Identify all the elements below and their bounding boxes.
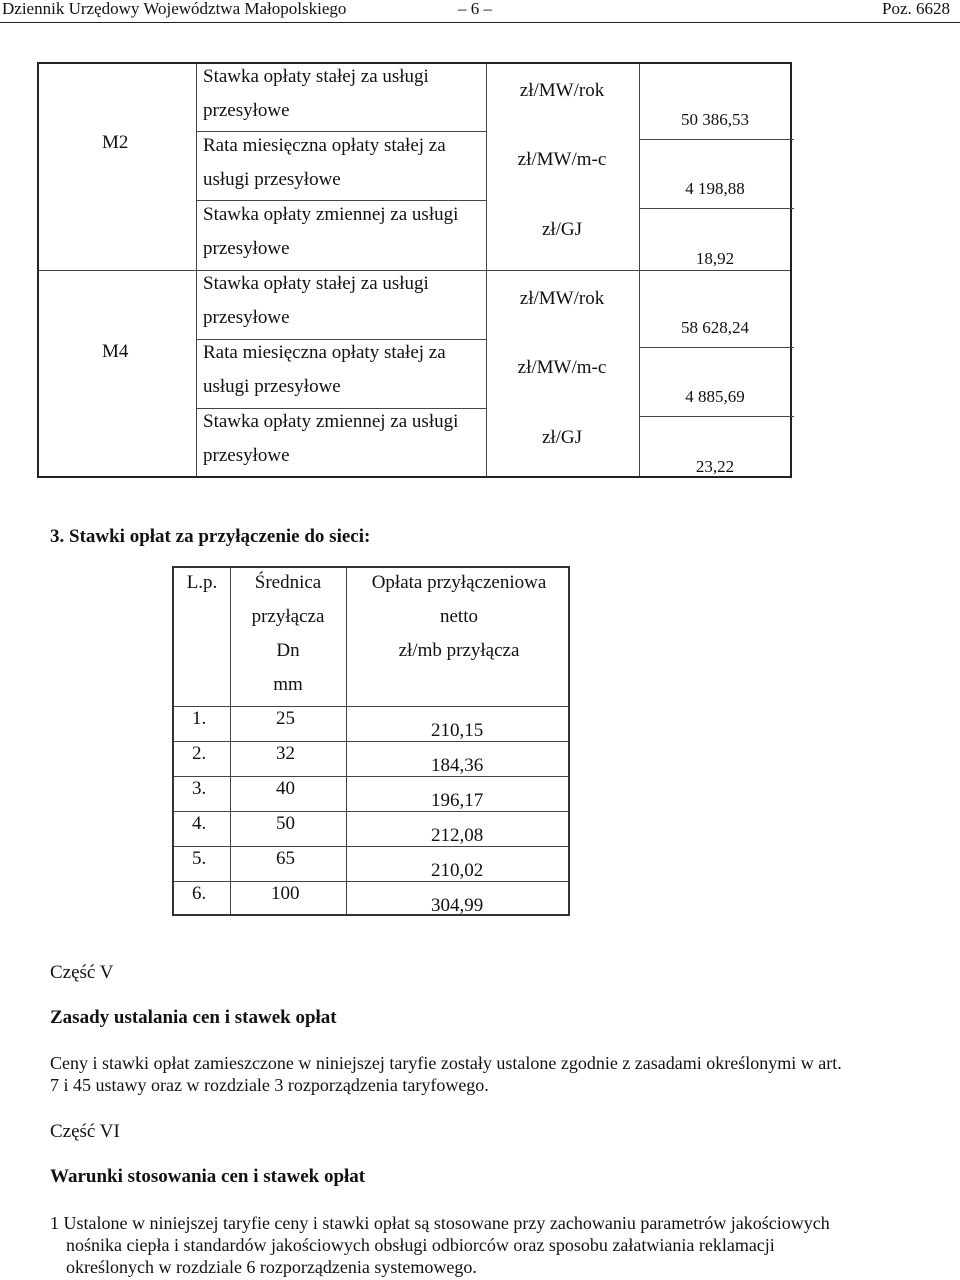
row-fee: 196,17	[431, 790, 484, 811]
rate-value: 23,22	[695, 457, 735, 476]
row-diameter: 50	[276, 813, 295, 834]
row-divider	[174, 741, 568, 742]
connection-fees-table	[172, 566, 570, 916]
rate-value: 58 628,24	[681, 318, 749, 337]
row-number: 2.	[192, 743, 207, 764]
row-divider	[639, 139, 794, 140]
row-divider	[639, 347, 794, 348]
row-number: 6.	[192, 883, 207, 904]
rate-value: 50 386,53	[681, 110, 749, 129]
row-diameter: 32	[276, 743, 295, 764]
rate-description: Stawka opłaty zmiennej za usługi przesyłowe	[203, 411, 459, 466]
rate-value: 18,92	[695, 249, 735, 268]
row-fee: 210,15	[431, 720, 484, 741]
tariff-group-code: M2	[102, 132, 129, 153]
row-divider	[174, 881, 568, 882]
rate-unit: zł/MW/m-c	[517, 357, 607, 378]
rate-description: Rata miesięczna opłaty stałej za usługi przesyłowe	[203, 342, 446, 397]
row-fee: 304,99	[431, 895, 484, 916]
page-number: – 6 –	[458, 0, 492, 18]
row-number: 5.	[192, 848, 207, 869]
part-paragraph: 1 Ustalone w niniejszej taryfie ceny i stawki opłat są stosowane przy zachowaniu parametrów jakościowych nośnika ciepła i standardów jakościowych obsługi odbiorców oraz sposobu załatwiania reklamacji określonych w rozdziale 6 rozporządzenia systemowego.	[50, 1213, 830, 1277]
transmission-fees-table	[37, 62, 792, 478]
journal-title: Dziennik Urzędowy Województwa Małopolskiego	[2, 0, 347, 18]
rate-value: 4 198,88	[685, 179, 745, 198]
row-fee: 210,02	[431, 860, 484, 881]
part-label: Część VI	[50, 1121, 120, 1142]
row-diameter: 25	[276, 708, 295, 729]
rate-unit: zł/MW/rok	[519, 80, 605, 101]
rate-unit: zł/GJ	[541, 219, 583, 240]
rate-value: 4 885,69	[685, 387, 745, 406]
tariff-group-code: M4	[102, 341, 129, 362]
row-divider	[639, 416, 794, 417]
lp-header: L.p.	[186, 572, 218, 593]
rate-unit: zł/MW/rok	[519, 288, 605, 309]
row-diameter: 40	[276, 778, 295, 799]
position-number: Poz. 6628	[882, 0, 950, 18]
rate-description: Rata miesięczna opłaty stałej za usługi przesyłowe	[203, 135, 446, 190]
row-divider	[639, 208, 794, 209]
page-header	[0, 0, 960, 23]
row-diameter: 65	[276, 848, 295, 869]
rate-unit: zł/GJ	[541, 427, 583, 448]
row-number: 1.	[192, 708, 207, 729]
row-fee: 212,08	[431, 825, 484, 846]
rate-description: Stawka opłaty stałej za usługi przesyłowe	[203, 66, 429, 121]
row-number: 4.	[192, 813, 207, 834]
row-diameter: 100	[271, 883, 300, 904]
fee-header: Opłata przyłączeniowa netto zł/mb przyłącza	[371, 572, 547, 661]
rate-description: Stawka opłaty stałej za usługi przesyłowe	[203, 273, 429, 328]
section-title: 3. Stawki opłat za przyłączenie do sieci:	[50, 526, 371, 547]
part-paragraph: Ceny i stawki opłat zamieszczone w niniejszej taryfie zostały ustalone zgodnie z zasadami określonymi w art. 7 i 45 ustawy oraz w rozdziale 3 rozporządzenia taryfowego.	[50, 1053, 842, 1095]
row-divider	[174, 776, 568, 777]
row-divider	[174, 811, 568, 812]
part-heading: Warunki stosowania cen i stawek opłat	[50, 1166, 366, 1187]
diameter-header: Średnica przyłącza Dn mm	[251, 572, 325, 695]
row-number: 3.	[192, 778, 207, 799]
part-label: Część V	[50, 962, 114, 983]
row-fee: 184,36	[431, 755, 484, 776]
part-heading: Zasady ustalania cen i stawek opłat	[50, 1007, 337, 1028]
row-divider	[174, 846, 568, 847]
rate-description: Stawka opłaty zmiennej za usługi przesyłowe	[203, 204, 459, 259]
rate-unit: zł/MW/m-c	[517, 149, 607, 170]
header-divider	[174, 706, 568, 707]
